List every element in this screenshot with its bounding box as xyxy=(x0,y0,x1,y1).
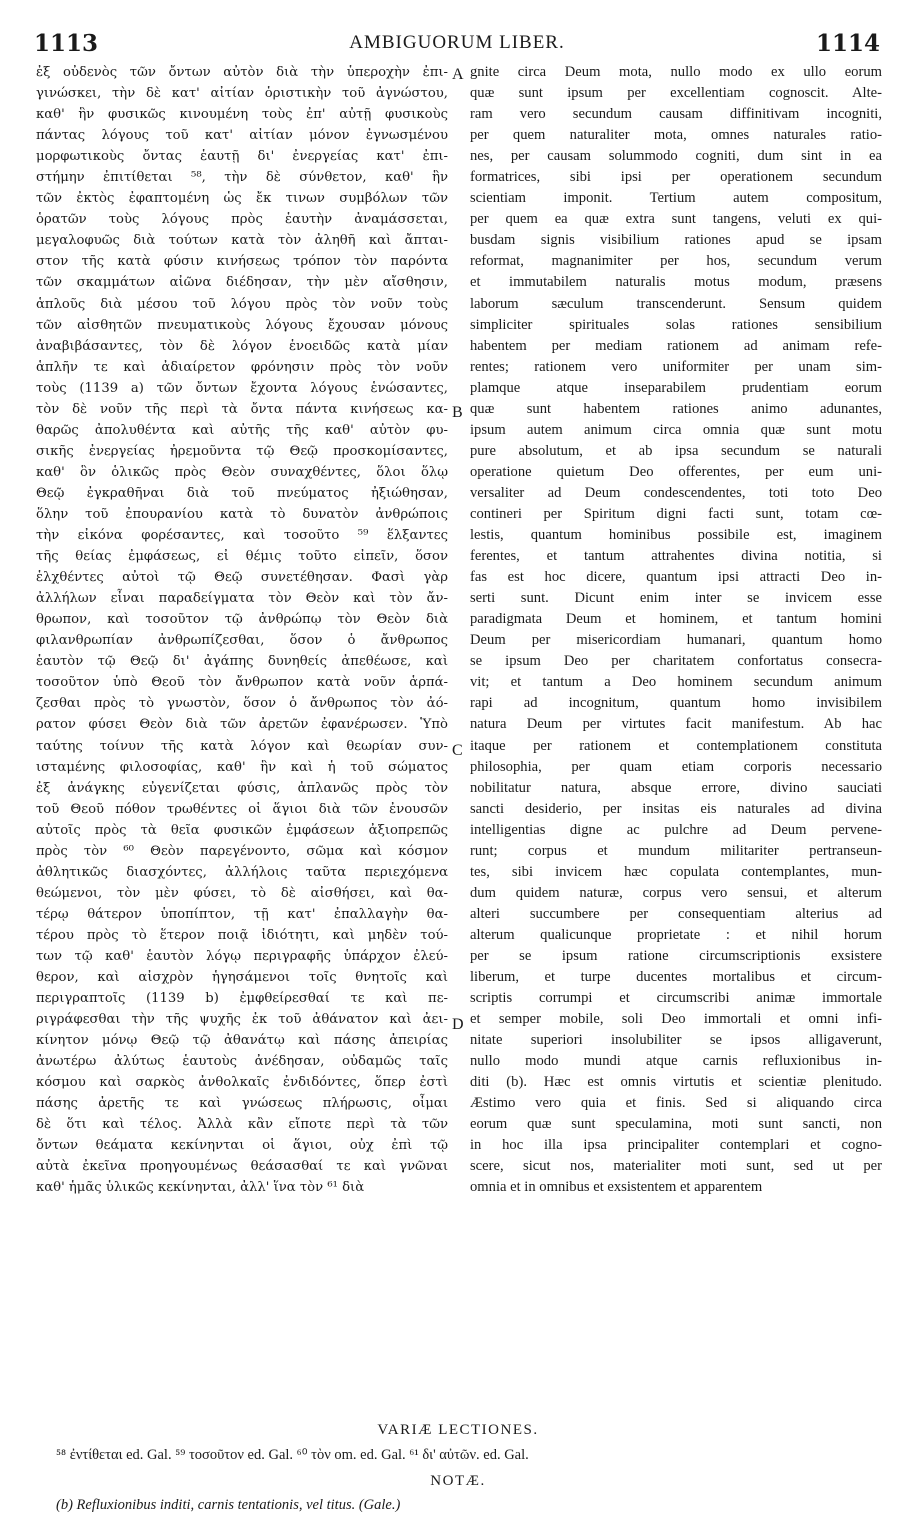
latin-text-line: Deum per misericordiam humanari, quantum homo xyxy=(470,632,882,649)
greek-text-line: τοῦ Θεοῦ πόθον τρωθέντες οἱ ἅγιοι διὰ τῶν ἐνουσῶν xyxy=(36,801,448,817)
latin-text-line: reformat, magnanimiter per hos, secundum verum xyxy=(470,253,882,270)
latin-text-line: natura Deum per virtutes facit manifestum. Ab hac xyxy=(470,716,882,733)
latin-text-line: et immutabilem naturalis motus modum, præsens xyxy=(470,274,882,291)
latin-text-line: dum quidem naturæ, corpus vero sensui, et alterum xyxy=(470,884,882,901)
greek-text-line: στήμην ἐπιτίθεται ⁵⁸, τὴν δὲ σύνθετον, καθ' ἣν xyxy=(36,170,448,186)
latin-text-line: sancti desiderio, per insitas eis naturales ad divina xyxy=(470,800,882,817)
greek-text-line: τοὺς (1139 a) τῶν ὄντων ἔχοντα λόγους ἑνώσαντες, xyxy=(36,380,448,396)
margin-marker-b: B xyxy=(452,404,463,421)
greek-text-line: σικῆς ἐνεργείας ἠρεμοῦντα τῷ Θεῷ προσκομίσαντες, xyxy=(36,443,448,459)
greek-text-line: ἑλχθέντες αὐτοὶ τῷ Θεῷ συνετέθησαν. Φασὶ γὰρ xyxy=(36,570,448,586)
notae-heading: NOTÆ. xyxy=(430,1473,486,1489)
greek-text-line: τῶν ἐκτὸς ἐφαπτομένη ὡς ἔκ τινων συμβόλων τῶν xyxy=(36,191,448,207)
greek-column xyxy=(36,62,448,1199)
latin-text-line: nullo modo mundi atque carnis refluxionibus in- xyxy=(470,1053,882,1070)
greek-text-line: θερον, καὶ αἰσχρὸν ἡγησάμενοι τοῖς θνητοῖς καὶ xyxy=(36,970,448,986)
greek-text-line: των τῷ καθ' ἑαυτὸν λόγῳ περιγραφῆς ὑπάρχον ἐλεύ- xyxy=(36,948,448,964)
latin-text-line: vit; et tantum a Deo hominem secundum animum xyxy=(470,674,882,691)
greek-text-line: περιγραπτοῖς (1139 b) ἐμφθείρεσθαί τε καὶ πε- xyxy=(36,991,448,1007)
greek-text-line: ἀλλήλων εἶναι παραδείγματα τὸν Θεὸν καὶ τὸν ἄν- xyxy=(36,591,448,607)
greek-text-line: πάσης ἀρετῆς τε καὶ γνώσεως πλήρωσις, οἶμαι xyxy=(36,1096,448,1112)
margin-marker-d: D xyxy=(452,1016,464,1033)
greek-text-line: αὐτὰ ἐκεῖνα προηγουμένως θεάσασθαί τε καὶ γνῶναι xyxy=(36,1159,448,1175)
latin-text-line: pure absolutum, et ab ipsa secundum se naturali xyxy=(470,442,882,459)
latin-text-line: ipsum autem animum circa omnia quæ sunt motu xyxy=(470,421,882,438)
page-number-left: 1113 xyxy=(34,30,99,57)
latin-text-line: liberum, et turpe ducentes mortalibus et circum- xyxy=(470,969,882,986)
varia-lectiones-heading: VARIÆ LECTIONES. xyxy=(377,1422,539,1438)
latin-text-line: omnia et in omnibus et exsistentem et apparentem xyxy=(470,1179,763,1196)
margin-marker-a: A xyxy=(452,66,464,83)
latin-text-line: et semper mobile, soli Deo immortali et omni infi- xyxy=(470,1011,882,1028)
latin-text-line: gnite circa Deum mota, nullo modo ex ullo eorum xyxy=(470,64,882,80)
greek-text-line: τέρῳ θάτερον ὑποπίπτον, τῇ κατ' ἐπαλλαγὴν θα- xyxy=(36,906,448,922)
greek-text-line: ισταμένης φιλοσοφίας, καθ' ἣν καὶ ἡ τοῦ σώματος xyxy=(36,759,448,775)
latin-text-line: plamque atque inseparabilem prudentiam eorum xyxy=(470,379,882,396)
latin-column xyxy=(470,62,882,1199)
latin-text-line: itaque per rationem et contemplationem constituta xyxy=(470,737,882,754)
greek-text-line: φιλανθρωπίαν ἀνθρωπίζεσθαι, ὅσον ὁ ἄνθρωπος xyxy=(36,633,448,649)
latin-text-line: philosophia, per quam etiam corporis necessario xyxy=(470,758,882,775)
latin-text-line: scriptis corrumpi et circumscribi animæ immortale xyxy=(470,990,882,1007)
greek-text-line: πάντας λόγους τοῦ κατ' αἰτίαν μόνον ἐγνωσμένου xyxy=(36,128,448,144)
greek-text-line: τῆς θείας ἐμφάσεως, εἰ θέμις τοῦτο εἰπεῖν, ὅσον xyxy=(36,549,448,565)
greek-text-line: θεώμενοι, τὸν μὲν φύσει, τὸ δὲ αἰσθήσει, καὶ θα- xyxy=(36,885,448,901)
greek-text-line: ἑαυτὸν τῷ Θεῷ δι' ἀγάπης δυνηθείς ἀπεθέωσε, καὶ xyxy=(36,654,448,670)
latin-text-line: runt; corpus et mundum militariter pertranseun- xyxy=(470,842,882,859)
latin-text-line: ferentes, et tantum attrahentes divina notitia, si xyxy=(470,548,882,565)
greek-text-line: τὸν δὲ νοῦν τῆς περὶ τὰ ὄντα πάντα κινήσεως κα- xyxy=(36,401,448,417)
greek-text-line: τέρου πρὸς τὸ ἕτερον ποιᾷ ἰδιότητι, καὶ μηδὲν τού- xyxy=(36,927,448,943)
running-title: AMBIGUORUM LIBER. xyxy=(349,32,565,53)
page-header xyxy=(34,30,880,60)
latin-text-line: lestis, quantum hominibus possibile est, imaginem xyxy=(470,527,882,544)
greek-text-line: ἐξ ἀνάγκης εὐγενίζεται φύσις, ἀπλανῶς πρὸς τὸν xyxy=(36,780,448,796)
latin-text-line: per se ipsum ratione circumscriptionis exsistere xyxy=(470,947,882,964)
varia-lectiones-text: ⁵⁸ ἐντίθεται ed. Gal. ⁵⁹ τοσοῦτον ed. Gal. ⁶⁰ τὸν om. ed. Gal. ⁶¹ δι' αὐτῶν. ed. Gal. xyxy=(56,1447,529,1463)
greek-text-line: θαρῶς ἀπολυθέντα καὶ αὐτῆς τῆς καθ' αὐτὸν φυ- xyxy=(36,422,448,438)
latin-text-line: diti (b). Hæc est omnis virtutis et scientiæ plenitudo. xyxy=(470,1074,882,1091)
greek-text-line: δὲ ὅτι καὶ τέλος. Ἀλλὰ κἂν εἴποτε περὶ τὰ τῶν xyxy=(36,1117,448,1133)
greek-text-line: ἐξ οὐδενὸς τῶν ὄντων αὐτὸν διὰ τὴν ὑπεροχὴν ἐπι- xyxy=(36,65,448,80)
latin-text-line: nes, per causam solummodo cogniti, dum sint in ea xyxy=(470,148,882,165)
greek-text-line: Θεῷ ἐγκραθῆναι διὰ τοῦ πνεύματος ἠξιώθησαν, xyxy=(36,485,448,501)
greek-text-line: ἀναβιβάσαντες, τὸν δὲ λόγον ἑνοειδῶς κατὰ μίαν xyxy=(36,338,448,354)
greek-text-line: καθ' ἣν φυσικῶς κινουμένη τοὺς ἐπ' αὐτῇ φυσικοὺς xyxy=(36,107,448,123)
latin-text-line: nobilitatur natura, absque errore, divino sauciati xyxy=(470,779,882,796)
greek-text-line: τοσοῦτον ὑπὸ Θεοῦ τὸν ἄνθρωπον κατὰ νοῦν ἁρπά- xyxy=(36,675,448,691)
latin-text-line: quæ sunt habentem rationes animo adunantes, xyxy=(470,400,882,417)
page-number-right: 1114 xyxy=(815,30,880,57)
latin-text-line: rapi ad incognitum, quantum homo invisibilem xyxy=(470,695,882,712)
latin-text-line: laborum sæculum transcenderunt. Sensum quidem xyxy=(470,295,882,312)
greek-text-line: τῶν σκαμμάτων αἰῶνα διέδησαν, τὴν μὲν αἴσθησιν, xyxy=(36,275,448,291)
greek-text-line: ὁρατῶν τοὺς λόγους πρὸς ἑαυτὴν ἀναμάσσεται, xyxy=(36,212,448,228)
latin-text-line: paradigmata Deum et hominem, et tantum homini xyxy=(470,611,882,628)
greek-text-line: ὅλην τοῦ ἐπουρανίου κατὰ τὸ δυνατὸν ἀνθρώποις xyxy=(36,506,448,522)
note-text: (b) Refluxionibus inditi, carnis tentationis, vel titus. (Gale.) xyxy=(56,1497,401,1513)
latin-text-line: rentes; rationem vero uniformiter per unam sim- xyxy=(470,358,882,375)
greek-text-line: γινώσκει, τὴν δὲ κατ' αἰτίαν ὁριστικὴν τοῦ ἀγνώστου, xyxy=(36,86,448,102)
greek-text-line: τὴν εἰκόνα φορέσαντες, καὶ τοσοῦτο ⁵⁹ ἕλξαντες xyxy=(36,528,448,544)
greek-text-line: πρὸς τὸν ⁶⁰ Θεὸν παρεγένοντο, σῶμα καὶ κόσμον xyxy=(36,843,448,859)
latin-text-line: se ipsum Deo per charitatem confortatus consecra- xyxy=(470,653,882,670)
greek-text-line: αὐτοῖς πρὸς τὰ θεῖα φυσικῶν ἐμφάσεων ἀξιοπρεπῶς xyxy=(36,822,448,838)
greek-text-line: ζεσθαι πρὸς τὸ γνωστὸν, ὅσον ὁ ἄνθρωπος τὸν ἀό- xyxy=(36,696,448,712)
latin-text-line: habentem per mediam rationem ad animam refe- xyxy=(470,337,882,354)
latin-text-line: operatione quietum Deo offerentes, per eum uni- xyxy=(470,463,882,480)
latin-text-line: quæ sunt ipsum per excellentiam cognoscit. Alte- xyxy=(470,85,882,102)
greek-text-line: κόσμου καὶ σαρκὸς ἀνθολκαῖς ἐνδιδόντες, ὅπερ ἐστὶ xyxy=(36,1075,448,1091)
latin-text-line: ram vero secundum causam diffinitivam incogniti, xyxy=(470,106,882,123)
greek-text-line: κίνητον μόνῳ Θεῷ τῷ ἀθανάτῳ καὶ πάσης ἀπειρίας xyxy=(36,1033,448,1049)
greek-text-line: ρατον φύσει Θεὸν διὰ τῶν ἀρετῶν ἐφανέρωσεν. Ὑπὸ xyxy=(36,717,448,733)
greek-text-line: ἀνωτέρω ἀλύτως ἑαυτοὺς ἀνέδησαν, οὐδαμῶς ταῖς xyxy=(36,1054,448,1070)
latin-text-line: simpliciter spirituales solas rationes sensibilium xyxy=(470,316,882,333)
greek-text-line: στον τῆς κατὰ φύσιν κινήσεως τρόπον τὸν παρόντα xyxy=(36,254,448,270)
latin-text-line: tes, sibi invicem hæc copulata contemplantes, mun- xyxy=(470,863,882,880)
latin-text-line: formatrices, sibi ipsi per operationem secundum xyxy=(470,169,882,186)
latin-text-line: in hoc illa ipsa principaliter contemplari et cogno- xyxy=(470,1137,882,1154)
greek-text-line: ριγράφεσθαι τὴν τῆς ψυχῆς ἐκ τοῦ ἀθάνατον καὶ ἀει- xyxy=(36,1012,448,1028)
latin-text-line: busdam signis visibilium rationes apud se ipsam xyxy=(470,232,882,249)
greek-text-line: ἁπλοῦς διὰ μέσου τοῦ λόγου πρὸς τὸν νοῦν τοὺς xyxy=(36,296,448,312)
latin-text-line: alteri succumbere per consequentiam alterius ad xyxy=(470,905,882,922)
latin-text-line: versaliter ad Deum condescendentes, toti toto Deo xyxy=(470,484,882,501)
greek-text-line: ταύτης τοίνυν τῆς κατὰ λόγον καὶ θεωρίαν συν- xyxy=(36,738,448,754)
latin-text-line: contineri per Spiritum digni facti sunt, totam cœ- xyxy=(470,505,882,522)
latin-text-line: alterum qualicunque proprietate : et nihil horum xyxy=(470,926,882,943)
latin-text-line: scere, sicut nos, materialiter moti sunt, sed ut per xyxy=(470,1158,882,1175)
greek-text-line: ἀθλητικῶς διασχόντες, ἀλλήλοις ταῦτα περιεχόμενα xyxy=(36,864,448,880)
greek-text-line: τῶν αἰσθητῶν πνευματικοὺς λόγους ἔχουσαν μόνους xyxy=(36,317,448,333)
latin-text-line: nitate superiori insolubiliter se ipsos alligaverunt, xyxy=(470,1032,882,1049)
greek-text-line: ἁπλῆν τε καὶ ἀδιαίρετον φρόνησιν πρὸς τὸν νοῦν xyxy=(36,359,448,375)
latin-text-line: eorum quæ sunt speculamina, moti sunt sancti, non xyxy=(470,1116,882,1133)
latin-text-line: Æstimo vero quia et finis. Sed si aliquando circa xyxy=(470,1095,882,1112)
latin-text-line: per quem naturaliter mota, omnes naturales ratio- xyxy=(470,127,882,144)
greek-text-line: ὄντων θεάματα κεκίνηνται οἱ ἅγιοι, οὐχ ἐπὶ τῷ xyxy=(36,1138,448,1154)
latin-text-line: serti sunt. Dicunt enim inter se invicem esse xyxy=(470,590,882,607)
latin-text-line: scientiam imponit. Tertium autem compositum, xyxy=(470,190,882,207)
greek-text-line: μεγαλοφυῶς διὰ τούτων κατὰ τὸν ἀληθῆ καὶ ἄπται- xyxy=(36,233,448,249)
greek-text-line: καθ' ἡμᾶς ὑλικῶς κεκίνηνται, ἀλλ' ἵνα τὸν ⁶¹ διὰ xyxy=(36,1180,365,1196)
margin-marker-c: C xyxy=(452,742,463,759)
greek-text-line: θρωπον, καὶ τοσοῦτον τῷ ἀνθρώπῳ τὸν Θεὸν διὰ xyxy=(36,612,448,628)
greek-text-line: μορφωτικοὺς ὄντας ἑαυτῇ δι' ἐνεργείας κατ' ἐπι- xyxy=(36,149,448,165)
latin-text-line: fas est hoc dicere, quantum ipsi attracti Deo in- xyxy=(470,569,882,586)
latin-text-line: intelligentias digne ac pulchre ad Deum pervene- xyxy=(470,821,882,838)
latin-text-line: per quem ea quæ extra sunt tangens, veluti ex qui- xyxy=(470,211,882,228)
greek-text-line: καθ' ὃν ὁλικῶς πρὸς Θεὸν συναχθέντες, ὅλοι ὅλῳ xyxy=(36,464,448,480)
